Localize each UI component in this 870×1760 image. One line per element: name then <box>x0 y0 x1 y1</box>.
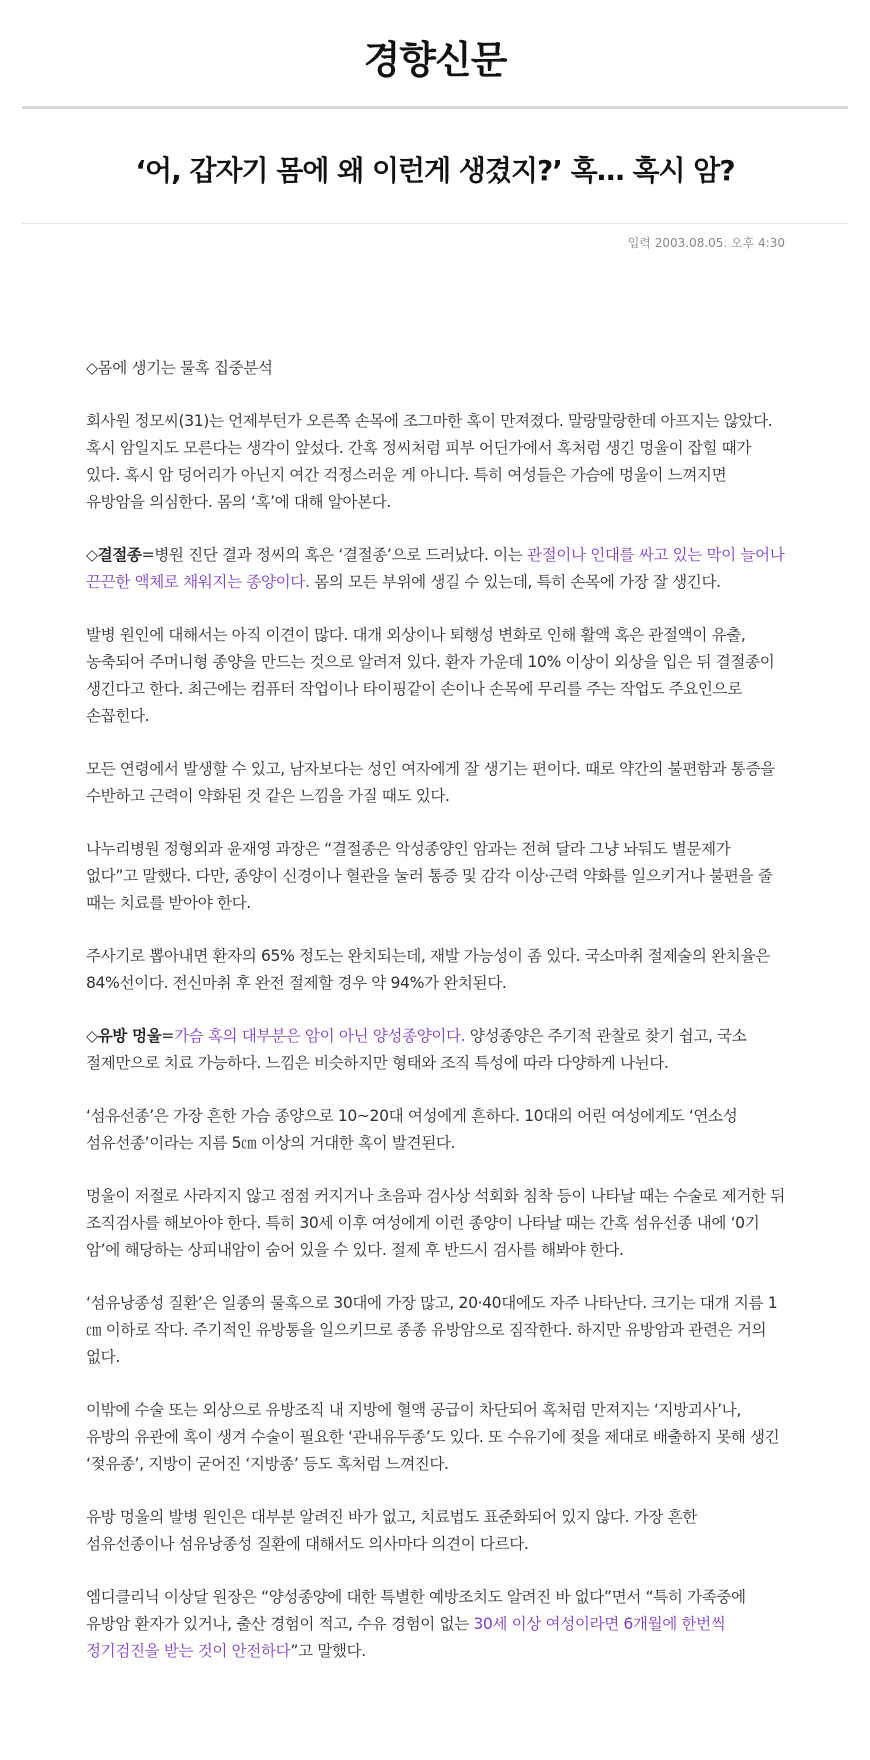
paragraph-1: 회사원 정모씨(31)는 언제부턴가 오른쪽 손목에 조그마한 혹이 만져졌다. 말랑말랑한데 아프지는 않았다. 혹시 암일지도 모른다는 생각이 앞섰다. 간혹 정씨처럼 피부 어딘가에서 혹처럼 생긴 멍울이 잡힐 때가 있다. 혹시 암 덩어리가 아닌지 여간 걱정스러운 게 아니다. 특히 여성들은 가슴에 멍울이 느껴지면 유방암을 의심한다. 몸의 ‘혹’에 대해 알아본다. <box>86 412 773 511</box>
bullet-diamond: ◇ <box>86 1027 98 1045</box>
paragraph-7 <box>86 1023 786 1077</box>
paragraph-2 <box>86 542 786 596</box>
paragraph-3: 발병 원인에 대해서는 아직 이견이 많다. 대개 외상이나 퇴행성 변화로 인해 활액 혹은 관절액이 유출, 농축되어 주머니형 종양을 만드는 것으로 알려져 있다. 환자 가운데 10% 이상이 외상을 입은 뒤 결절종이 생긴다고 한다. 최근에는 컴퓨터 작업이나 타이핑같이 손이나 손목에 무리를 주는 작업도 주요인으로 손꼽힌다. <box>86 626 775 725</box>
paragraph-2-after: 몸의 모든 부위에 생길 수 있는데, 특히 손목에 가장 잘 생긴다. <box>309 573 721 591</box>
paragraph-13-before: 엠디클리닉 이상달 원장은 “양성종양에 대한 특별한 예방조치도 알려진 바 없다”면서 “특히 가족중에 유방암 환자가 있거나, 출산 경험이 적고, 수유 경험이 없는 <box>86 1588 746 1633</box>
paragraph-13 <box>86 1584 786 1665</box>
paragraph-12: 유방 멍울의 발병 원인은 대부분 알려진 바가 없고, 치료법도 표준화되어 있지 않다. 가장 흔한 섬유선종이나 섬유낭종성 질환에 대해서도 의사마다 의견이 다르다. <box>86 1508 697 1553</box>
paragraph-11: 이밖에 수술 또는 외상으로 유방조직 내 지방에 혈액 공급이 차단되어 혹처럼 만져지는 ‘지방괴사’나, 유방의 유관에 혹이 생겨 수술이 필요한 ‘관내유두종’도 있다. 또 수유기에 젖을 제대로 배출하지 못해 생긴 ‘젖유종’, 지방이 굳어진 ‘지방종’ 등도 혹처럼 느껴진다. <box>86 1401 780 1473</box>
paragraph-4: 모든 연령에서 발생할 수 있고, 남자보다는 성인 여자에게 잘 생기는 편이다. 때로 약간의 불편함과 통증을 수반하고 근력이 약화된 것 같은 느낌을 가질 때도 있다. <box>86 760 775 805</box>
article-title: ‘어, 갑자기 몸에 왜 이런게 생겼지?’ 혹… 혹시 암? <box>135 154 735 187</box>
newspaper-logo[interactable]: 경향신문 <box>363 36 507 82</box>
paragraph-7-eq: = <box>161 1027 174 1045</box>
highlight-benign: 가슴 혹의 대부분은 암이 아닌 양성종양이다. <box>173 1027 466 1045</box>
bullet-diamond: ◇ <box>86 546 98 564</box>
masthead <box>22 0 848 109</box>
paragraph-10: ‘섬유낭종성 질환’은 일종의 물혹으로 30대에 가장 많고, 20·40대에도 자주 나타난다. 크기는 대개 지름 1㎝ 이하로 작다. 주기적인 유방통을 일으키므로 종종 유방암으로 짐작한다. 하지만 유방암과 관련은 거의 없다. <box>86 1294 778 1366</box>
paragraph-5: 나누리병원 정형외과 윤재영 과장은 “결절종은 악성종양인 암과는 전혀 달라 그냥 놔둬도 별문제가 없다”고 말했다. 다만, 종양이 신경이나 혈관을 눌러 통증 및 감각 이상·근력 약화를 일으키거나 불편을 줄 때는 치료를 받아야 한다. <box>86 840 773 912</box>
headline-area <box>22 109 848 224</box>
paragraph-6: 주사기로 뽑아내면 환자의 65% 정도는 완치되는데, 재발 가능성이 좀 있다. 국소마취 절제술의 완치율은 84%선이다. 전신마취 후 완전 절제할 경우 약 94%가 완치된다. <box>86 947 770 992</box>
keyword-breast-lump: 유방 멍울 <box>97 1027 162 1045</box>
article-date: 입력 2003.08.05. 오후 4:30 <box>627 236 785 250</box>
paragraph-8: ‘섬유선종’은 가장 흔한 가슴 종양으로 10~20대 여성에게 흔하다. 10대의 어린 여성에게도 ‘연소성 섬유선종’이라는 지름 5㎝ 이상의 거대한 혹이 발견된다. <box>86 1107 738 1152</box>
paragraph-9: 멍울이 저절로 사라지지 않고 점점 커지거나 초음파 검사상 석회화 침착 등이 나타날 때는 수술로 제거한 뒤 조직검사를 해보아야 한다. 특히 30세 이후 여성에게 이런 종양이 나타날 때는 간혹 섬유선종 내에 ‘0기 암’에 해당하는 상피내암이 숨어 있을 수 있다. 절제 후 반드시 검사를 해봐야 한다. <box>86 1187 785 1259</box>
paragraph-2-before: =병원 진단 결과 정씨의 혹은 ‘결절종’으로 드러났다. 이는 <box>141 546 527 564</box>
paragraph-7-after: 양성종양은 주기적 관찰로 찾기 쉽고, 국소 절제만으로 치료 가능하다. 느낌은 비슷하지만 형태와 조직 특성에 따라 다양하게 나뉜다. <box>86 1027 747 1072</box>
highlight-checkup: 30세 이상 여성이라면 6개월에 한번씩 정기검진을 받는 것이 안전하다 <box>86 1615 726 1660</box>
keyword-ganglion: 결절종 <box>97 546 142 564</box>
highlight-ganglion: 관절이나 인대를 싸고 있는 막이 늘어나 끈끈한 액체로 채워지는 종양이다. <box>86 546 785 591</box>
article-body <box>86 355 786 1691</box>
paragraph-13-after: ”고 말했다. <box>290 1642 366 1660</box>
article-subhead: ◇몸에 생기는 물혹 집중분석 <box>86 359 273 377</box>
